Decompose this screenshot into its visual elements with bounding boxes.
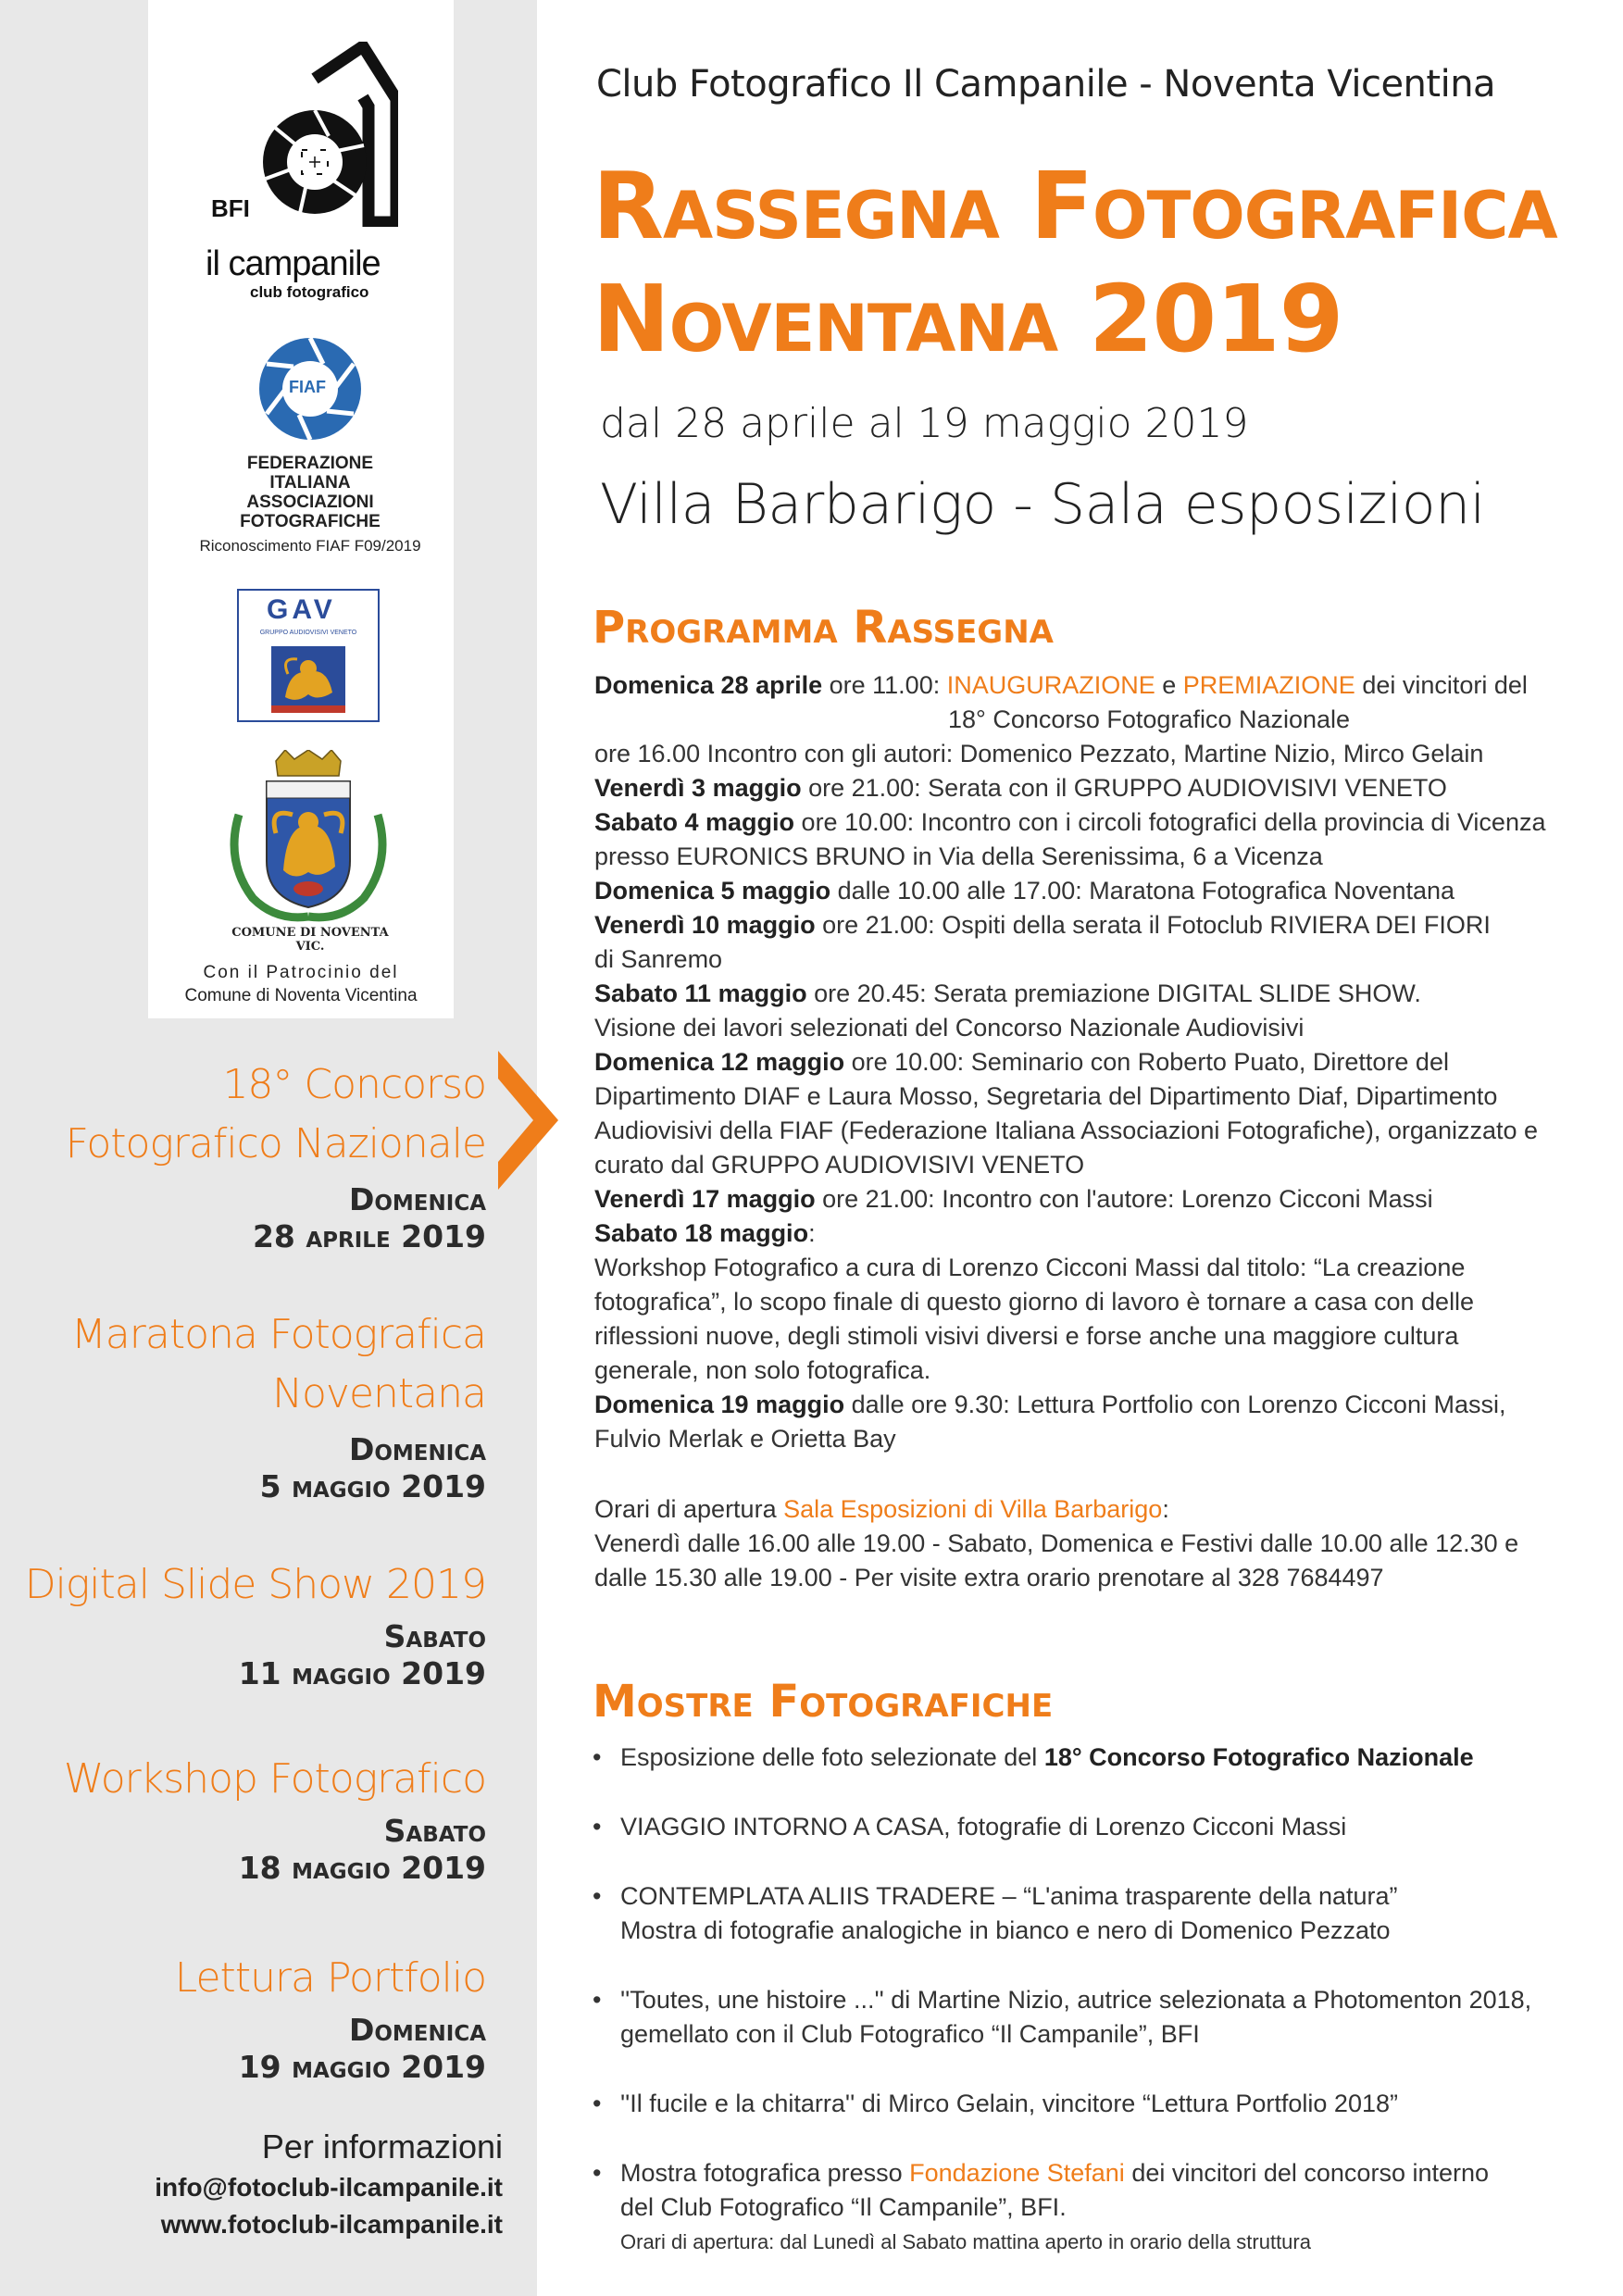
- programma-line: Workshop Fotografico a cura di Lorenzo Cicconi Massi dal titolo: “La creazione: [594, 1254, 1466, 1281]
- club-header: Club Fotografico Il Campanile - Noventa Vicentina: [596, 63, 1496, 106]
- list-item: [593, 2156, 1574, 2259]
- programma-line: [594, 1045, 1539, 1079]
- event-title: Maratona Fotografica: [70, 1311, 486, 1358]
- event-title: Workshop Fotografico: [63, 1755, 486, 1803]
- event-venue: Villa Barbarigo - Sala esposizioni: [600, 472, 1485, 537]
- patronage-line-1: Con il Patrocinio del: [203, 963, 399, 982]
- event-title: 18° Concorso: [222, 1061, 486, 1108]
- highlight-text: INAUGURAZIONE: [946, 671, 1155, 699]
- opening-hours-colon: :: [1162, 1495, 1169, 1523]
- mostre-line: • CONTEMPLATA ALIIS TRADERE – “L'anima trasparente della natura”: [620, 1882, 1398, 1910]
- programma-line: [594, 1182, 1539, 1217]
- sidebar-event-portfolio: [175, 1949, 486, 2086]
- event-title: Lettura Portfolio: [174, 1954, 486, 2002]
- patronage-line-2: Comune di Noventa Vicentina: [184, 986, 418, 1005]
- programma-text: ore 10.00: Incontro con i circoli fotografici della provincia di Vicenza: [794, 808, 1546, 836]
- programma-line: di Sanremo: [594, 945, 723, 973]
- event-date: 11 maggio 2019: [238, 1655, 486, 1691]
- club-logo-icon: [241, 42, 398, 227]
- mostre-text: dei vincitori del concorso interno: [1124, 2159, 1490, 2187]
- programma-day: Domenica 12 maggio: [594, 1048, 845, 1076]
- fiaf-name-line: ITALIANA: [269, 473, 351, 493]
- programma-line: [594, 874, 1539, 908]
- programma-line: riflessioni nuove, degli stimoli visivi diversi e forse anche una maggiore cultura: [594, 1322, 1459, 1350]
- list-item: [593, 2087, 1574, 2121]
- contact-info: [155, 2125, 503, 2243]
- page-title-line: Rassegna Fotografica: [593, 152, 1557, 260]
- programma-line: ore 16.00 Incontro con gli autori: Domenico Pezzato, Martine Nizio, Mirco Gelain: [594, 740, 1484, 767]
- programma-text: ore 21.00: Ospiti della serata il Fotoclub RIVIERA DEI FIORI: [815, 911, 1491, 939]
- programma-text: dei vincitori del: [1355, 671, 1528, 699]
- comune-crest-icon: [220, 750, 396, 935]
- programma-line: fotografica”, lo scopo finale di questo giorno di lavoro è tornare a casa con delle: [594, 1288, 1475, 1316]
- programma-text: dalle 10.00 alle 17.00: Maratona Fotografica Noventana: [830, 877, 1455, 905]
- programma-day: Sabato 4 maggio: [594, 808, 795, 836]
- programma-day: Venerdì 10 maggio: [594, 911, 816, 939]
- comune-seal-text: COMUNE DI NOVENTA VIC.: [231, 926, 389, 954]
- programma-line: [594, 977, 1539, 1011]
- opening-hours-line: [594, 1492, 1539, 1527]
- event-title: Noventana: [272, 1370, 486, 1417]
- mostre-line: • ''Toutes, une histoire ...'' di Martine Nizio, autrice selezionata a Photomenton 2018,: [620, 1986, 1532, 2014]
- club-logo-sub: club fotografico: [250, 283, 369, 301]
- page-title-line: Noventana 2019: [593, 265, 1343, 373]
- mostre-list: [593, 1741, 1574, 2294]
- programma-line: curato dal GRUPPO AUDIOVISIVI VENETO: [594, 1151, 1085, 1179]
- programma-text: ore 10.00: Seminario con Roberto Puato, Direttore del: [844, 1048, 1449, 1076]
- programma-list: [594, 668, 1546, 1456]
- list-item: [593, 1741, 1574, 1775]
- event-day: Domenica: [348, 2012, 486, 2048]
- mostre-bold: 18° Concorso Fotografico Nazionale: [1043, 1743, 1474, 1771]
- opening-hours-place: Sala Esposizioni di Villa Barbarigo: [783, 1495, 1163, 1523]
- list-item: [593, 1879, 1574, 1948]
- programma-text: e: [1155, 671, 1183, 699]
- opening-hours-line: Venerdì dalle 16.00 alle 19.00 - Sabato, Domenica e Festivi dalle 10.00 alle 12.30 e: [594, 1529, 1519, 1557]
- mostre-place: Fondazione Stefani: [909, 2159, 1125, 2187]
- fiaf-name-line: ASSOCIAZIONI: [246, 493, 374, 512]
- event-date: 19 maggio 2019: [238, 2049, 486, 2085]
- programma-line: [594, 771, 1539, 805]
- info-title: Per informazioni: [261, 2128, 503, 2165]
- programma-text: ore 20.45: Serata premiazione DIGITAL SLIDE SHOW.: [806, 980, 1421, 1007]
- fiaf-acronym: FIAF: [289, 378, 326, 396]
- fiaf-name: [204, 454, 417, 531]
- programma-text: ore 21.00: Incontro con l'autore: Lorenzo Cicconi Massi: [815, 1185, 1433, 1213]
- mostre-line: [620, 2156, 1574, 2190]
- winged-lion-icon: [271, 646, 345, 713]
- chevron-right-icon: [489, 1051, 563, 1190]
- programma-line: [594, 668, 1539, 703]
- programma-day: Domenica 19 maggio: [594, 1391, 845, 1418]
- programma-day: Domenica 28 aprile: [594, 671, 823, 699]
- programma-text: ore 21.00: Serata con il GRUPPO AUDIOVISIVI VENETO: [801, 774, 1447, 802]
- programma-line: [594, 805, 1546, 840]
- mostre-note: Orari di apertura: dal Lunedì al Sabato mattina aperto in orario della struttura: [620, 2230, 1311, 2253]
- sidebar-event-maratona: [71, 1305, 486, 1505]
- fiaf-name-line: FOTOGRAFICHE: [240, 512, 381, 531]
- logo-panel: [148, 0, 454, 1018]
- event-day: Sabato: [383, 1813, 486, 1849]
- event-title: Digital Slide Show 2019: [24, 1561, 486, 1608]
- programma-line: Fulvio Merlak e Orietta Bay: [594, 1425, 896, 1453]
- event-title: Fotografico Nazionale: [65, 1120, 486, 1167]
- list-item: [593, 1810, 1574, 1844]
- club-logo-name: il campanile: [206, 244, 381, 283]
- event-day: Domenica: [348, 1181, 486, 1217]
- event-date: 5 maggio 2019: [259, 1468, 486, 1504]
- programma-line: generale, non solo fotografica.: [594, 1356, 931, 1384]
- gav-sub: GRUPPO AUDIOVISIVI VENETO: [259, 630, 357, 636]
- event-day: Sabato: [383, 1618, 486, 1654]
- fiaf-name-line: FEDERAZIONE: [246, 454, 374, 473]
- info-website: www.fotoclub-ilcampanile.it: [160, 2210, 503, 2239]
- mostre-line: • VIAGGIO INTORNO A CASA, fotografie di Lorenzo Cicconi Massi: [620, 1813, 1347, 1841]
- programma-day: Venerdì 3 maggio: [594, 774, 802, 802]
- programma-line: Visione dei lavori selezionati del Concorso Nazionale Audiovisivi: [594, 1014, 1305, 1042]
- mostre-line: Mostra di fotografie analogiche in bianco e nero di Domenico Pezzato: [620, 1916, 1391, 1944]
- info-email: info@fotoclub-ilcampanile.it: [155, 2173, 503, 2202]
- programma-title: Programma Rassegna: [593, 602, 1054, 654]
- gav-acronym: GAV: [267, 594, 336, 625]
- programma-line: 18° Concorso Fotografico Nazionale: [948, 705, 1351, 733]
- club-logo-bfi: BFI: [211, 194, 250, 222]
- programma-line: Audiovisivi della FIAF (Federazione Italiana Associazioni Fotografiche), organizzato e: [594, 1117, 1539, 1144]
- gav-logo: [237, 589, 380, 722]
- event-day: Domenica: [348, 1431, 486, 1467]
- programma-line: [594, 1388, 1539, 1422]
- fiaf-recognition: Riconoscimento FIAF F09/2019: [199, 537, 421, 555]
- opening-hours-line: dalle 15.30 alle 19.00 - Per visite extra orario prenotare al 328 7684497: [594, 1564, 1384, 1591]
- event-date: 28 aprile 2019: [252, 1218, 486, 1254]
- programma-day: Venerdì 17 maggio: [594, 1185, 816, 1213]
- programma-line: Dipartimento DIAF e Laura Mosso, Segretaria del Dipartimento Diaf, Dipartimento: [594, 1082, 1498, 1110]
- mostre-line: gemellato con il Club Fotografico “Il Campanile”, BFI: [620, 2020, 1200, 2048]
- programma-line: [594, 908, 1539, 942]
- programma-text: ore 11.00:: [822, 671, 947, 699]
- programma-day: Sabato 11 maggio: [594, 980, 807, 1007]
- mostre-title: Mostre Fotografiche: [593, 1676, 1054, 1728]
- programma-text: :: [808, 1219, 816, 1247]
- mostre-line: del Club Fotografico “Il Campanile”, BFI.: [620, 2193, 1067, 2221]
- highlight-text: PREMIAZIONE: [1182, 671, 1355, 699]
- event-dates: dal 28 aprile al 19 maggio 2019: [600, 400, 1249, 447]
- mostre-line: • ''Il fucile e la chitarra'' di Mirco Gelain, vincitore “Lettura Portfolio 2018”: [620, 2090, 1398, 2117]
- event-date: 18 maggio 2019: [238, 1850, 486, 1886]
- programma-day: Sabato 18 maggio: [594, 1219, 809, 1247]
- mostre-text: Esposizione delle foto selezionate del: [620, 1743, 1044, 1771]
- list-item: [593, 1983, 1574, 2052]
- sidebar-event-slideshow: [25, 1555, 486, 1692]
- page-title: [593, 150, 1557, 376]
- mostre-text: Mostra fotografica presso: [620, 2159, 910, 2187]
- opening-hours-label: Orari di apertura: [594, 1495, 784, 1523]
- opening-hours: [594, 1492, 1539, 1595]
- mostre-line: [620, 1741, 1574, 1775]
- programma-line: presso EURONICS BRUNO in Via della Serenissima, 6 a Vicenza: [594, 842, 1323, 870]
- programma-text: dalle ore 9.30: Lettura Portfolio con Lorenzo Cicconi Massi,: [844, 1391, 1506, 1418]
- programma-line: [594, 1217, 1539, 1251]
- sidebar-event-workshop: [64, 1750, 486, 1887]
- sidebar-event-concorso: [66, 1055, 486, 1255]
- programma-day: Domenica 5 maggio: [594, 877, 831, 905]
